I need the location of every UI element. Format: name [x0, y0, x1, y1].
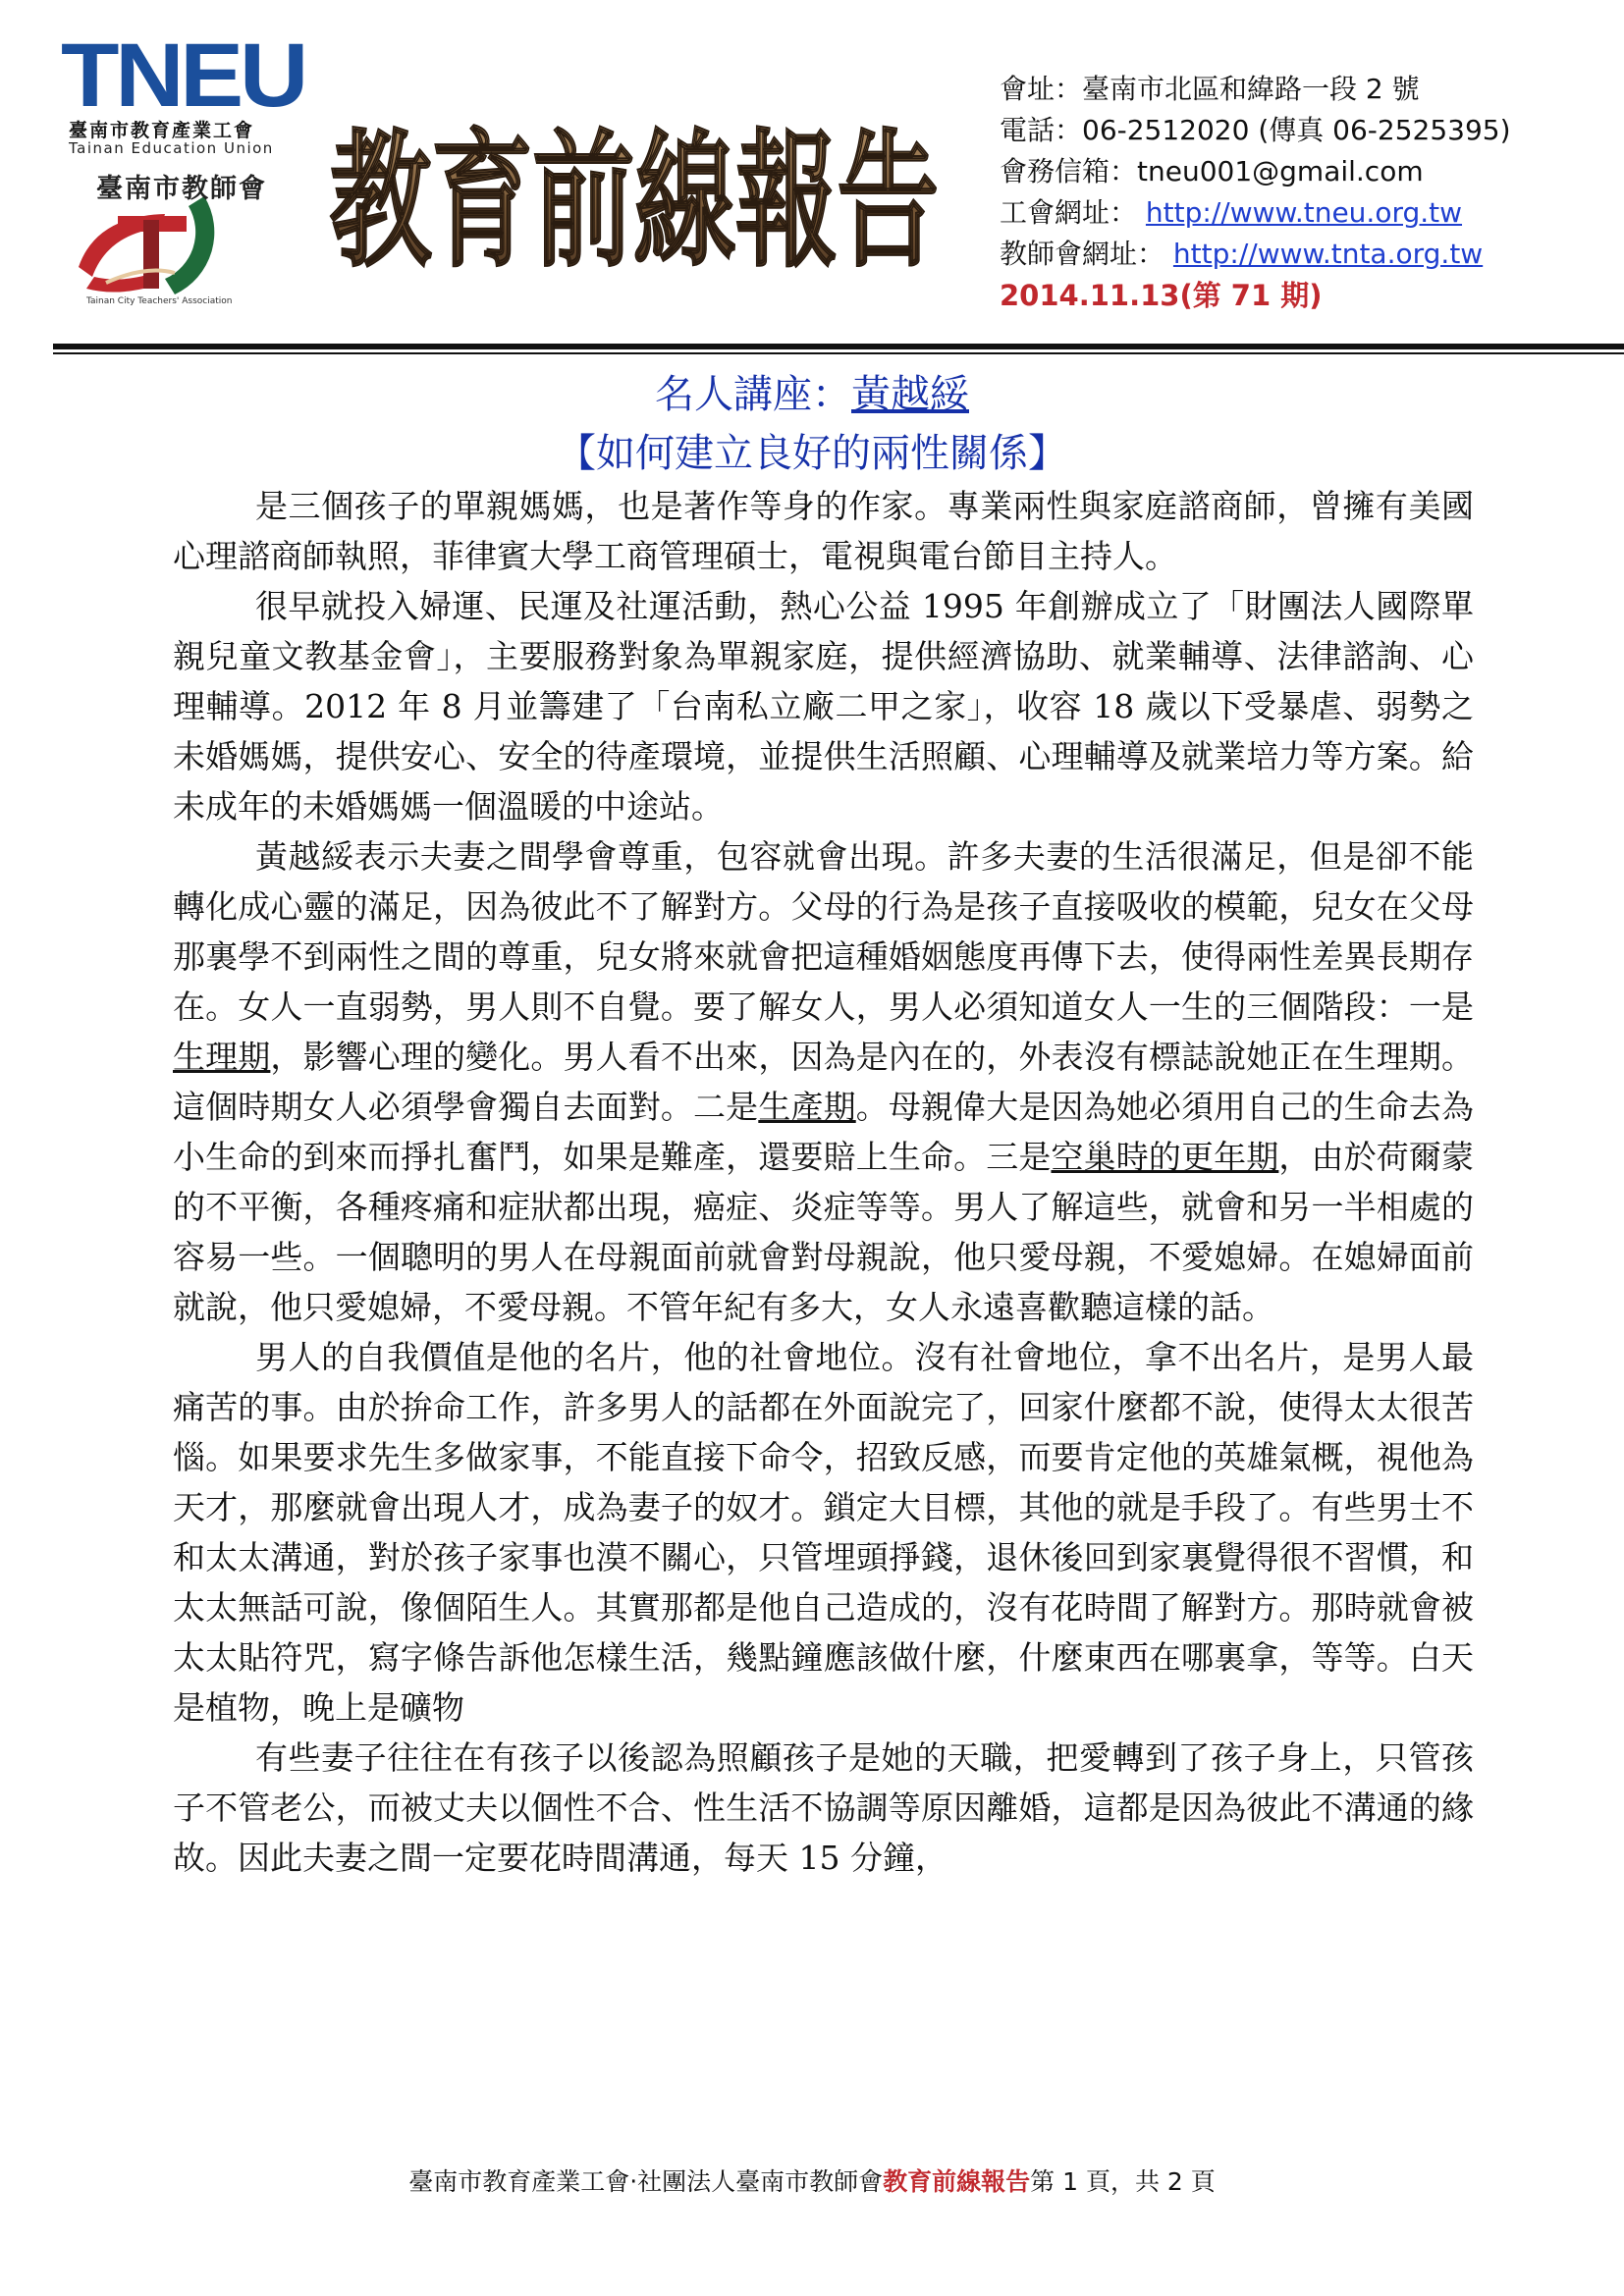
- paragraph-5: 有些妻子往往在有孩子以後認為照顧孩子是她的天職，把愛轉到了孩子身上，只管孩子不管老公，而被丈夫以個性不合、性生活不協調等原因離婚，這都是因為彼此不溝通的緣故。因此夫妻之間一定要花時間溝通，每天 15 分鐘，: [173, 1738, 1474, 1877]
- paragraph-3-part-b: ，影響心理的變化。男人看不出來，因為是內在的，外表沒有標誌說她正在生理期。這個時期女人必須學會獨自去面對。二是: [173, 1038, 1475, 1126]
- paragraph-1: 是三個孩子的單親媽媽，也是著作等身的作家。專業兩性與家庭諮商師，曾擁有美國心理諮商師執照，菲律賓大學工商管理碩士，電視與電台節目主持人。: [173, 487, 1474, 575]
- footer-publication: 教育前線報告: [883, 2167, 1031, 2196]
- paragraph-3: [173, 831, 1474, 1332]
- teachers-association-name-en: Tainan City Teachers' Association: [86, 296, 233, 306]
- paragraph-4: 男人的自我價值是他的名片，他的社會地位。沒有社會地位，拿不出名片，是男人最痛苦的事。由於拚命工作，許多男人的話都在外面說完了，回家什麼都不說，使得太太很苦惱。如果要求先生多做家事，不能直接下命令，招致反感，而要肯定他的英雄氣概，視他為天才，那麼就會出現人才，成為妻子的奴才。鎖定大目標，其他的就是手段了。有些男士不和太太溝通，對於孩子家事也漠不關心，只管埋頭掙錢，退休後回到家裏覺得很不習慣，和太太無話可說，像個陌生人。其實那都是他自己造成的，沒有花時間了解對方。那時就會被太太貼符咒，寫字條告訴他怎樣生活，幾點鐘應該做什麼，什麼東西在哪裏拿，等等。白天是植物，晚上是礦物: [173, 1338, 1474, 1727]
- newsletter-title: [326, 80, 945, 277]
- teachers-association-name: 臺南市教師會: [96, 174, 267, 204]
- union-website-link[interactable]: http://www.tneu.org.tw: [1145, 196, 1463, 229]
- union-website-row: [1000, 192, 1608, 234]
- contact-info: [1000, 69, 1608, 316]
- teachers-website-label: 教師會網址：: [1000, 238, 1165, 270]
- term-childbirth-period: 生產期: [758, 1088, 856, 1126]
- header-divider: [53, 344, 1624, 349]
- union-website-label: 工會網址：: [1000, 196, 1138, 229]
- speaker-name: 黃越綏: [851, 372, 969, 417]
- article-subtitle: 【如何建立良好的兩性關係】: [557, 431, 1067, 476]
- footer-page-number: 第 1 頁，共 2 頁: [1030, 2167, 1216, 2196]
- paragraph-3-part-d: ，由於荷爾蒙的不平衡，各種疼痛和症狀都出現，癌症、炎症等等。男人了解這些，就會和另一半相處的容易一些。一個聰明的男人在母親面前就會對母親說，他只愛母親，不愛媳婦。在媳婦面前就說，他只愛媳婦，不愛母親。不管年紀有多大，女人永遠喜歡聽這樣的話。: [173, 1138, 1475, 1326]
- header-divider-thin: [53, 352, 1624, 354]
- footer-org: 臺南市教育產業工會‧社團法人臺南市教師會: [408, 2167, 884, 2196]
- term-menopause: 空巢時的更年期: [1051, 1138, 1279, 1176]
- svg-text:教育前線報告: 教育前線報告: [330, 115, 939, 277]
- page-footer: [0, 2163, 1624, 2198]
- term-menstrual-period: 生理期: [173, 1038, 271, 1076]
- tneu-name-cn: 臺南市教育產業工會: [69, 120, 255, 141]
- teachers-association-logo: [57, 157, 267, 314]
- teachers-website-row: [1000, 234, 1608, 275]
- address: 會址：臺南市北區和緯路一段 2 號: [1000, 73, 1420, 105]
- email: 會務信箱：tneu001@gmail.com: [1000, 155, 1424, 187]
- tneu-logo: [61, 37, 316, 165]
- tneu-name-en: Tainan Education Union: [69, 139, 274, 157]
- heading-prefix: 名人講座：: [655, 372, 851, 417]
- paragraph-2: 很早就投入婦運、民運及社運活動，熱心公益 1995 年創辦成立了「財團法人國際單親兒童文教基金會」，主要服務對象為單親家庭，提供經濟協助、就業輔導、法律諮詢、心理輔導。2012 年 8 月並籌建了「台南私立廠二甲之家」，收容 18 歲以下受暴虐、弱勢之未婚媽媽，提供安心、安全的待產環境，並提供生活照顧、心理輔導及就業培力等方案。給未成年的未婚媽媽一個溫暖的中途站。: [173, 587, 1474, 826]
- article-body: [173, 481, 1474, 1883]
- issue-date: 2014.11.13(第 71 期): [1000, 279, 1323, 312]
- teachers-website-link[interactable]: http://www.tnta.org.tw: [1172, 238, 1484, 270]
- article-heading: [0, 363, 1624, 419]
- svg-text:TNEU: TNEU: [61, 37, 304, 112]
- phone: 電話：06-2512020 (傳真 06-2525395): [1000, 114, 1511, 146]
- tneu-wordmark: [61, 37, 306, 112]
- paragraph-3-part-c: 。母親偉大是因為她必須用自己的生命去為小生命的到來而掙扎奮鬥，如果是難產，還要賠上生命。三是: [173, 1088, 1475, 1176]
- paragraph-3-part-a: 黃越綏表示夫妻之間學會尊重，包容就會出現。許多夫妻的生活很滿足，但是卻不能轉化成心靈的滿足，因為彼此不了解對方。父母的行為是孩子直接吸收的模範，兒女在父母那裏學不到兩性之間的尊重，兒女將來就會把這種婚姻態度再傳下去，使得兩性差異長期存在。女人一直弱勢，男人則不自覺。要了解女人，男人必須知道女人一生的三個階段：一是: [173, 837, 1474, 1026]
